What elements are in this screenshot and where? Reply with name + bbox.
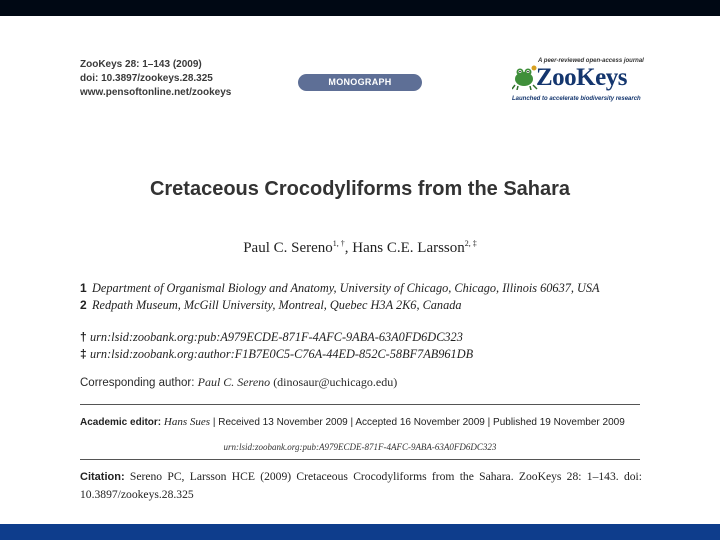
divider-top	[80, 404, 640, 405]
paper-title: Cretaceous Crocodyliforms from the Sahara	[149, 178, 571, 200]
journal-url: www.pensoftonline.net/zookeys	[80, 87, 232, 98]
journal-doi: doi: 10.3897/zookeys.28.325	[80, 73, 213, 84]
citation-label: Citation:	[80, 471, 125, 483]
author-2-affil: 2, ‡	[464, 239, 477, 248]
corresponding-author	[80, 375, 397, 390]
affiliation-text: Redpath Museum, McGill University, Montreal, Quebec H3A 2K6, Canada	[92, 298, 462, 312]
bottom-bar	[0, 524, 720, 540]
divider-bottom	[80, 459, 640, 460]
dagger-symbol: †	[80, 330, 87, 344]
journal-info	[80, 58, 231, 100]
corresponding-name: Paul C. Sereno	[197, 375, 271, 389]
author-1-affil: 1, †	[332, 239, 345, 248]
author-2: Hans C.E. Larsson	[352, 240, 465, 256]
affiliation-number: 2	[80, 298, 87, 312]
zoobank-pub	[80, 330, 463, 345]
citation-text: Sereno PC, Larsson HCE (2009) Cretaceous Crocodyliforms from the Sahara. ZooKeys 28: 1–143. doi: 10.3897/zookeys.28.325	[80, 470, 642, 501]
author-1: Paul C. Sereno	[243, 240, 333, 256]
corresponding-label: Corresponding author:	[80, 377, 198, 389]
affiliation-1	[80, 281, 600, 296]
publication-dates: | Received 13 November 2009 | Accepted 16 November 2009 | Published 19 November 2009	[210, 417, 625, 428]
lsid-line: urn:lsid:zoobank.org:pub:A979ECDE-871F-4AFC-9ABA-63A0FD6DC323	[223, 442, 497, 452]
author-separator: ,	[344, 240, 353, 256]
citation	[80, 468, 642, 503]
zookeys-logo	[508, 54, 648, 108]
affiliation-number: 1	[80, 281, 87, 295]
logo-tagline-top: A peer-reviewed open-access journal	[538, 58, 644, 64]
corresponding-email: (dinosaur@uchicago.edu)	[270, 375, 398, 389]
editor-label: Academic editor:	[80, 417, 164, 428]
affiliation-text: Department of Organismal Biology and Anatomy, University of Chicago, Chicago, Illinois 60637, USA	[92, 281, 600, 295]
zoobank-pub-lsid: urn:lsid:zoobank.org:pub:A979ECDE-871F-4AFC-9ABA-63A0FD6DC323	[90, 330, 463, 344]
top-bar	[0, 0, 720, 16]
affiliation-2	[80, 298, 462, 313]
authors	[0, 239, 720, 257]
editor-name: Hans Sues	[163, 416, 211, 428]
editorial-info	[80, 416, 640, 428]
logo-name: ZooKeys	[536, 64, 627, 91]
journal-citation: ZooKeys 28: 1–143 (2009)	[80, 59, 202, 70]
monograph-badge: MONOGRAPH	[298, 74, 422, 91]
zoobank-author	[80, 347, 473, 362]
logo-tagline-bottom: Launched to accelerate biodiversity research	[512, 96, 641, 102]
double-dagger-symbol: ‡	[80, 347, 87, 361]
zoobank-author-lsid: urn:lsid:zoobank.org:author:F1B7E0C5-C76A-44ED-852C-58BF7AB961DB	[90, 347, 474, 361]
